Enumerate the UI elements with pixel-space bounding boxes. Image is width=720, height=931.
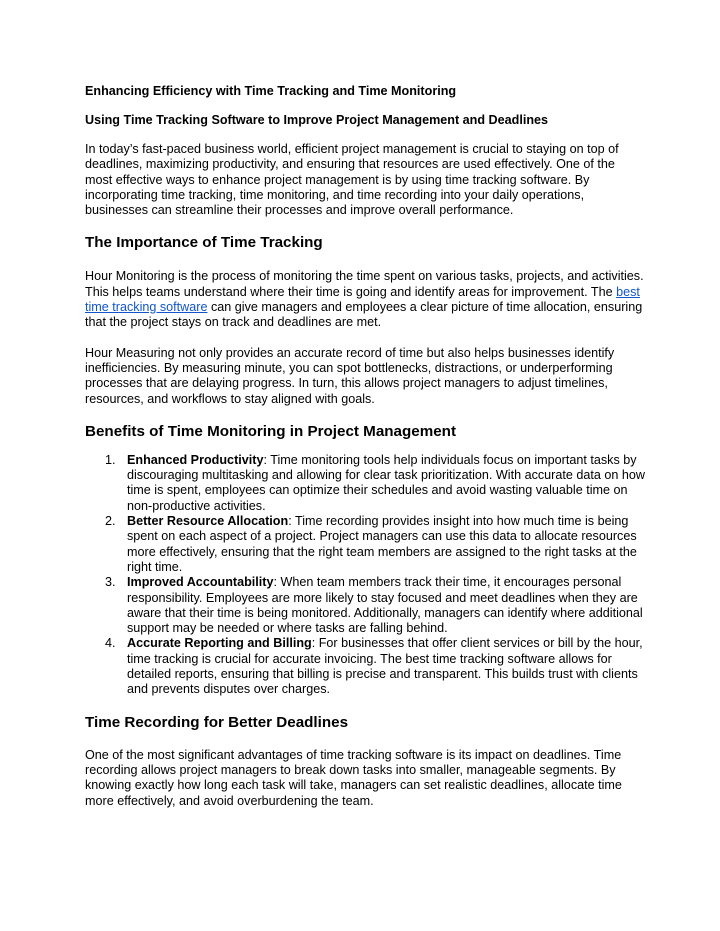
benefits-list xyxy=(85,453,645,698)
document-subtitle: Using Time Tracking Software to Improve Project Management and Deadlines xyxy=(85,113,549,127)
list-item-term: Enhanced Productivity xyxy=(127,452,264,467)
section-heading-importance: The Importance of Time Tracking xyxy=(85,234,323,252)
document-page xyxy=(85,84,645,809)
importance-text-after-link: can give managers and employees a clear picture of time allocation, ensuring that the project stays on track and deadlines are met. xyxy=(85,300,643,330)
recording-paragraph: One of the most significant advantages of time tracking software is its impact on deadlines. Time recording allows project managers to break down tasks into smaller, manageable segments. By knowing exactly how long each task will take, managers can set realistic deadlines, allocate time more effectively, and avoid overburdening the team. xyxy=(85,747,622,808)
list-item xyxy=(85,514,645,575)
list-item-number: 4. xyxy=(105,636,116,651)
list-item xyxy=(85,453,645,514)
list-item xyxy=(85,575,645,636)
list-item-text: : Time monitoring tools help individuals focus on important tasks by discouraging multitasking and allowing for clear task prioritization. With accurate data on how time is spent, employees can optimize their schedules and avoid wasting valuable time on non-productive activities. xyxy=(127,452,646,513)
section-heading-benefits: Benefits of Time Monitoring in Project Management xyxy=(85,422,457,440)
list-item-term: Improved Accountability xyxy=(127,575,274,590)
list-item-number: 1. xyxy=(105,452,116,467)
best-time-tracking-software-link[interactable]: best time tracking software xyxy=(85,284,640,315)
list-item xyxy=(85,636,645,697)
list-item-term: Accurate Reporting and Billing xyxy=(127,636,312,651)
importance-paragraph-1 xyxy=(85,269,645,330)
list-item-text: : When team members track their time, it encourages personal responsibility. Employees are more likely to stay focused and meet deadlines when they are aware that their time is being monitored. Additionally, managers can identify where additional support may be needed or where tasks are falling behind. xyxy=(127,575,643,636)
importance-paragraph-2: Hour Measuring not only provides an accurate record of time but also helps businesses identify inefficiencies. By measuring minute, you can spot bottlenecks, distractions, or underperforming processes that are delaying progress. In turn, this allows project managers to adjust timelines, resources, and workflows to stay aligned with goals. xyxy=(85,345,615,406)
importance-text-before-link: Hour Monitoring is the process of monitoring the time spent on various tasks, projects, and activities. This helps teams understand where their time is going and identify areas for improvement. The xyxy=(85,269,644,299)
document-title: Enhancing Efficiency with Time Tracking and Time Monitoring xyxy=(85,84,457,98)
list-item-number: 3. xyxy=(105,575,116,590)
list-item-term: Better Resource Allocation xyxy=(127,514,289,529)
intro-paragraph: In today’s fast-paced business world, efficient project management is crucial to staying on top of deadlines, maximizing productivity, and ensuring that resources are used effectively. One of the most effective ways to enhance project management is by using time tracking software. By incorporating time tracking, time monitoring, and time recording into your daily operations, businesses can streamline their processes and improve overall performance. xyxy=(85,142,619,218)
list-item-text: : For businesses that offer client services or bill by the hour, time tracking is crucial for accurate invoicing. The best time tracking software allows for detailed reports, ensuring that billing is precise and transparent. This builds trust with clients and prevents disputes over charges. xyxy=(127,636,643,697)
list-item-text: : Time recording provides insight into how much time is being spent on each aspect of a project. Project managers can use this data to allocate resources more effectively, ensuring that the right team members are assigned to the right tasks at the right time. xyxy=(127,514,637,574)
section-heading-recording: Time Recording for Better Deadlines xyxy=(85,713,349,731)
list-item-number: 2. xyxy=(105,514,116,529)
